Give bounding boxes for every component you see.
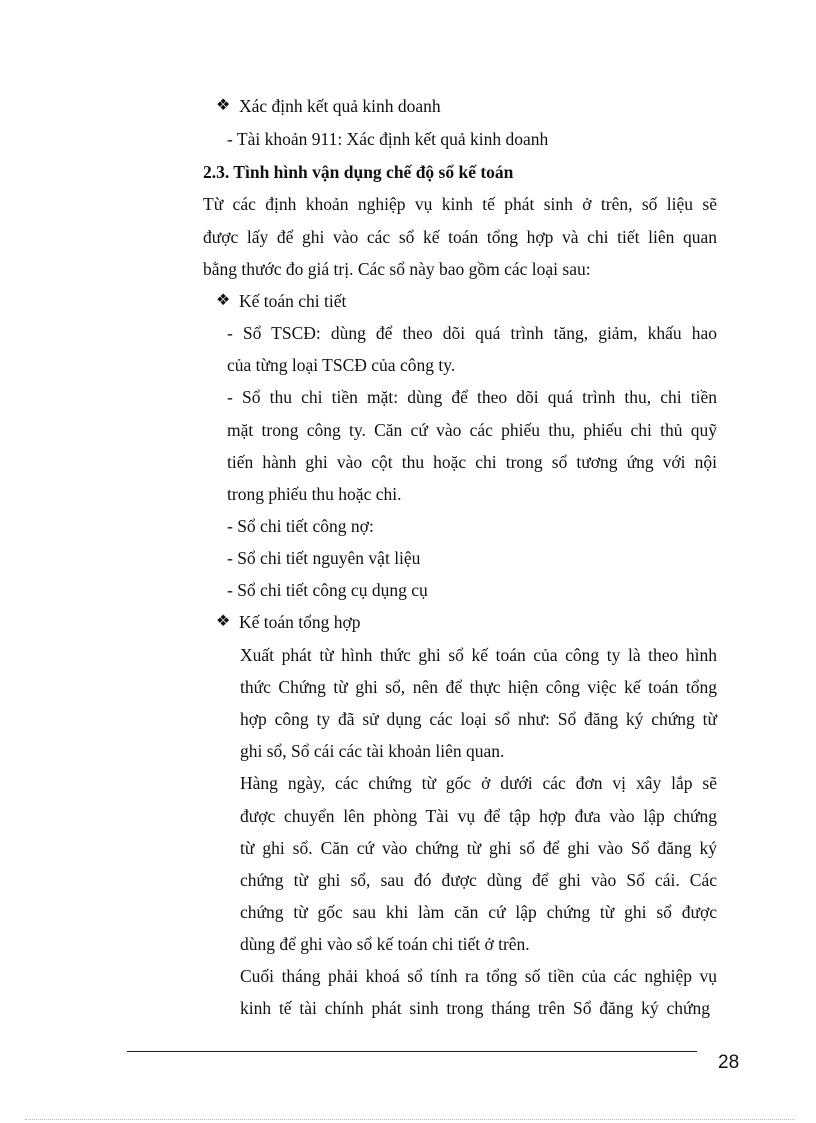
list-item: trong phiếu thu hoặc chi. xyxy=(227,484,402,504)
page-bottom-border xyxy=(25,1119,795,1120)
list-item: - Sổ TSCĐ: dùng để theo dõi quá trình tăng, giảm, khấu hao xyxy=(227,323,717,343)
bullet-icon: ❖ xyxy=(216,292,231,309)
paragraph-line: bằng thước đo giá trị. Các sổ này bao gồm các loại sau: xyxy=(203,259,591,279)
paragraph-line: được lấy để ghi vào các sổ kế toán tổng hợp và chi tiết liên quan xyxy=(203,227,717,247)
footer-rule xyxy=(127,1051,697,1052)
list-item: mặt trong công ty. Căn cứ vào các phiếu thu, phiếu chi thủ quỹ xyxy=(227,420,717,440)
bullet-icon: ❖ xyxy=(216,97,231,114)
paragraph-line: Cuối tháng phải khoá sổ tính ra tổng số tiền của các nghiệp vụ xyxy=(240,966,717,986)
paragraph-line: kinh tế tài chính phát sinh trong tháng trên Sổ đăng ký chứng xyxy=(240,998,710,1018)
paragraph-line: Hàng ngày, các chứng từ gốc ở dưới các đơn vị xây lắp sẽ xyxy=(240,773,717,793)
paragraph-line: thức Chứng từ ghi sổ, nên để thực hiện công việc kế toán tổng xyxy=(240,677,717,697)
list-item: - Sổ chi tiết nguyên vật liệu xyxy=(227,548,421,568)
paragraph-line: hợp công ty đã sử dụng các loại sổ như: Sổ đăng ký chứng từ xyxy=(240,709,717,729)
section-title: 2.3. Tình hình vận dụng chế độ sổ kế toán xyxy=(203,162,514,182)
bullet-heading-ket-qua: Xác định kết quả kinh doanh xyxy=(239,96,441,116)
paragraph-line: dùng để ghi vào sổ kế toán chi tiết ở trên. xyxy=(240,934,530,954)
page-number: 28 xyxy=(718,1052,740,1073)
paragraph-line: Xuất phát từ hình thức ghi sổ kế toán của công ty là theo hình xyxy=(240,645,717,665)
bullet-heading-tong-hop: Kế toán tổng hợp xyxy=(239,612,361,632)
list-item: tiến hành ghi vào cột thu hoặc chi trong sổ tương ứng với nội xyxy=(227,452,717,472)
paragraph-line: chứng từ ghi sổ, sau đó được dùng để ghi vào Sổ cái. Các xyxy=(240,870,717,890)
list-item: - Sổ thu chi tiền mặt: dùng để theo dõi quá trình thu, chi tiền xyxy=(227,387,717,407)
text-line: - Tài khoản 911: Xác định kết quả kinh doanh xyxy=(227,129,549,149)
paragraph-line: chứng từ gốc sau khi làm căn cứ lập chứng từ ghi sổ được xyxy=(240,902,717,922)
list-item: - Sổ chi tiết công cụ dụng cụ xyxy=(227,580,428,600)
bullet-heading-chi-tiet: Kế toán chi tiết xyxy=(239,291,347,311)
list-item: - Sổ chi tiết công nợ: xyxy=(227,516,374,536)
paragraph-line: được chuyển lên phòng Tài vụ để tập hợp đưa vào lập chứng xyxy=(240,806,717,826)
list-item: của từng loại TSCĐ của công ty. xyxy=(227,355,456,375)
bullet-icon: ❖ xyxy=(216,613,231,630)
paragraph-line: từ ghi sổ. Căn cứ vào chứng từ ghi sổ để ghi vào Sổ đăng ký xyxy=(240,838,717,858)
paragraph-line: ghi sổ, Sổ cái các tài khoản liên quan. xyxy=(240,741,505,761)
paragraph-line: Từ các định khoản nghiệp vụ kinh tế phát sinh ở trên, số liệu sẽ xyxy=(203,194,717,214)
